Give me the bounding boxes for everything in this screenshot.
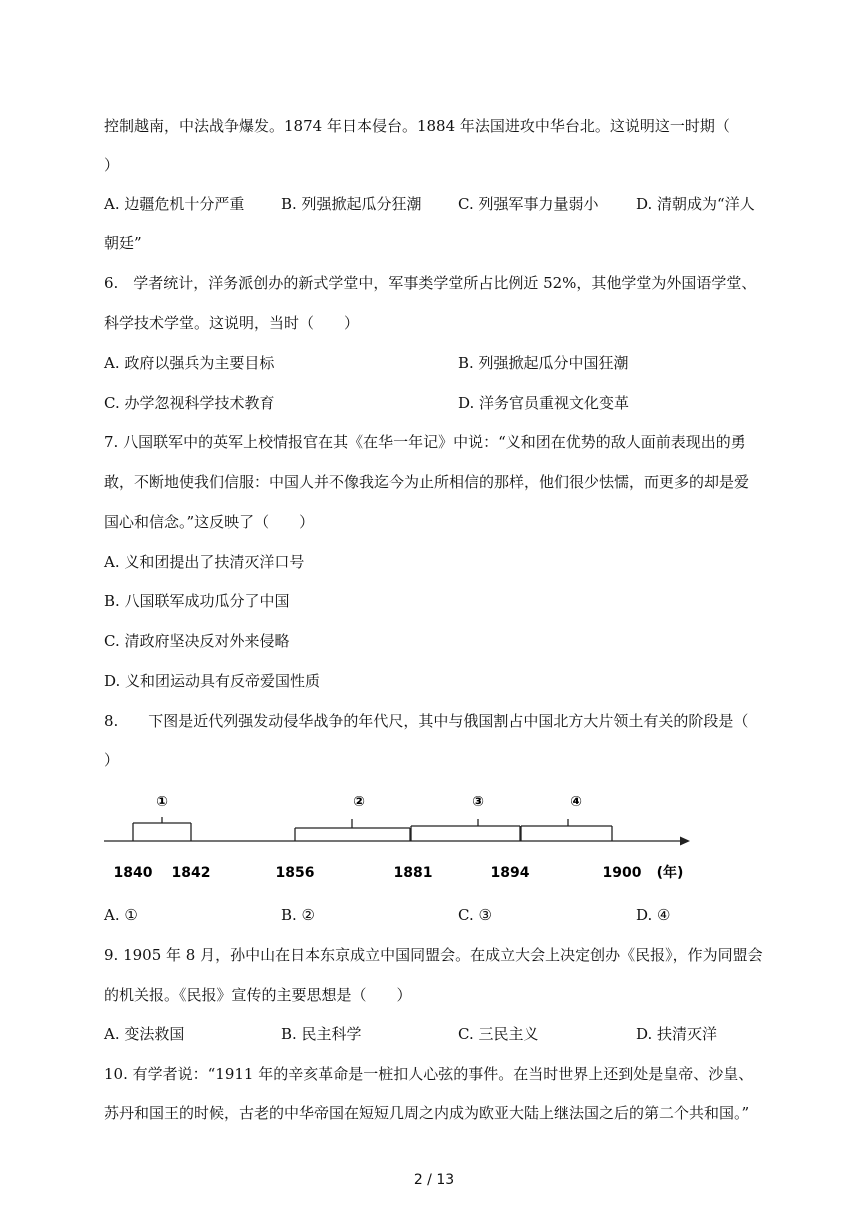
timeline-bracket-1 <box>133 817 191 841</box>
q10-stem-line1: 10. 有学者说：“1911 年的辛亥革命是一桩扣人心弦的事件。在当时世界上还到处是皇帝、沙皇、 <box>104 1065 754 1083</box>
timeline-arrow-icon <box>680 837 690 846</box>
q6-option-d[interactable]: D. 洋务官员重视文化变革 <box>458 394 630 412</box>
q7-option-a[interactable]: A. 义和团提出了扶清灭洋口号 <box>104 553 305 571</box>
timeline-year-1840: 1840 <box>113 865 153 881</box>
q6-stem-line1: 6. 学者统计，洋务派创办的新式学堂中，军事类学堂所占比例近 52%，其他学堂为外国语学堂、 <box>104 274 757 292</box>
q5-option-b[interactable]: B. 列强掀起瓜分狂潮 <box>281 195 422 213</box>
q7-stem-line2: 敢，不断地使我们信服：中国人并不像我迄今为止所相信的那样，他们很少怯懦，而更多的却是爱 <box>104 473 750 491</box>
q7-stem-line3: 国心和信念。”这反映了（ ） <box>104 513 315 531</box>
q8-stem-line1: 8. 下图是近代列强发动侵华战争的年代尺，其中与俄国割占中国北方大片领土有关的阶段是（ <box>104 712 749 730</box>
timeline-stage-2: ② <box>353 794 365 810</box>
timeline-figure <box>100 785 710 895</box>
q7-option-c[interactable]: C. 清政府坚决反对外来侵略 <box>104 632 290 650</box>
timeline-stage-1: ① <box>156 794 168 810</box>
q8-option-c[interactable]: C. ③ <box>458 906 492 924</box>
q8-option-a[interactable]: A. ① <box>104 906 138 924</box>
q6-option-b[interactable]: B. 列强掀起瓜分中国狂潮 <box>458 354 629 372</box>
q8-option-b[interactable]: B. ② <box>281 906 316 924</box>
timeline-year-1856: 1856 <box>275 865 315 881</box>
q7-option-d[interactable]: D. 义和团运动具有反帝爱国性质 <box>104 672 321 690</box>
timeline-year-1900: 1900 <box>602 865 642 881</box>
q5-stem-line2: ） <box>104 156 120 174</box>
q5-option-d[interactable]: D. 清朝成为“洋人 <box>636 195 755 213</box>
timeline-unit: (年) <box>656 865 684 881</box>
q5-option-a[interactable]: A. 边疆危机十分严重 <box>104 195 245 213</box>
timeline-bracket-3 <box>411 819 520 841</box>
q6-option-a[interactable]: A. 政府以强兵为主要目标 <box>104 354 275 372</box>
timeline-year-1842: 1842 <box>171 865 211 881</box>
q6-option-c[interactable]: C. 办学忽视科学技术教育 <box>104 394 275 412</box>
q9-option-c[interactable]: C. 三民主义 <box>458 1025 539 1043</box>
q8-stem-line2: ） <box>104 751 120 769</box>
q8-option-d[interactable]: D. ④ <box>636 906 671 924</box>
q7-option-b[interactable]: B. 八国联军成功瓜分了中国 <box>104 592 290 610</box>
q5-option-c[interactable]: C. 列强军事力量弱小 <box>458 195 599 213</box>
q9-stem-line2: 的机关报。《民报》宣传的主要思想是（ ） <box>104 986 412 1004</box>
page-number: 2 / 13 <box>413 1172 455 1188</box>
q9-option-a[interactable]: A. 变法救国 <box>104 1025 185 1043</box>
timeline-bracket-4 <box>521 819 612 841</box>
q10-stem-line2: 苏丹和国王的时候，古老的中华帝国在短短几周之内成为欧亚大陆上继法国之后的第二个共和国。” <box>104 1104 750 1122</box>
timeline-year-1894: 1894 <box>490 865 530 881</box>
q9-option-b[interactable]: B. 民主科学 <box>281 1025 362 1043</box>
timeline-stage-3: ③ <box>472 794 484 810</box>
q6-stem-line2: 科学技术学堂。这说明，当时（ ） <box>104 314 360 332</box>
q7-stem-line1: 7. 八国联军中的英军上校情报官在其《在华一年记》中说：“义和团在优势的敌人面前表现出的勇 <box>104 433 746 451</box>
timeline-year-1881: 1881 <box>393 865 433 881</box>
q5-option-d-cont: 朝廷” <box>104 234 142 252</box>
q9-stem-line1: 9. 1905 年 8 月，孙中山在日本东京成立中国同盟会。在成立大会上决定创办《民报》，作为同盟会 <box>104 946 763 964</box>
q9-option-d[interactable]: D. 扶清灭洋 <box>636 1025 718 1043</box>
timeline-stage-4: ④ <box>570 794 582 810</box>
timeline-bracket-2 <box>295 819 410 841</box>
q5-stem-line1: 控制越南，中法战争爆发。1874 年日本侵台。1884 年法国进攻中华台北。这说明这一时期（ <box>104 117 730 135</box>
